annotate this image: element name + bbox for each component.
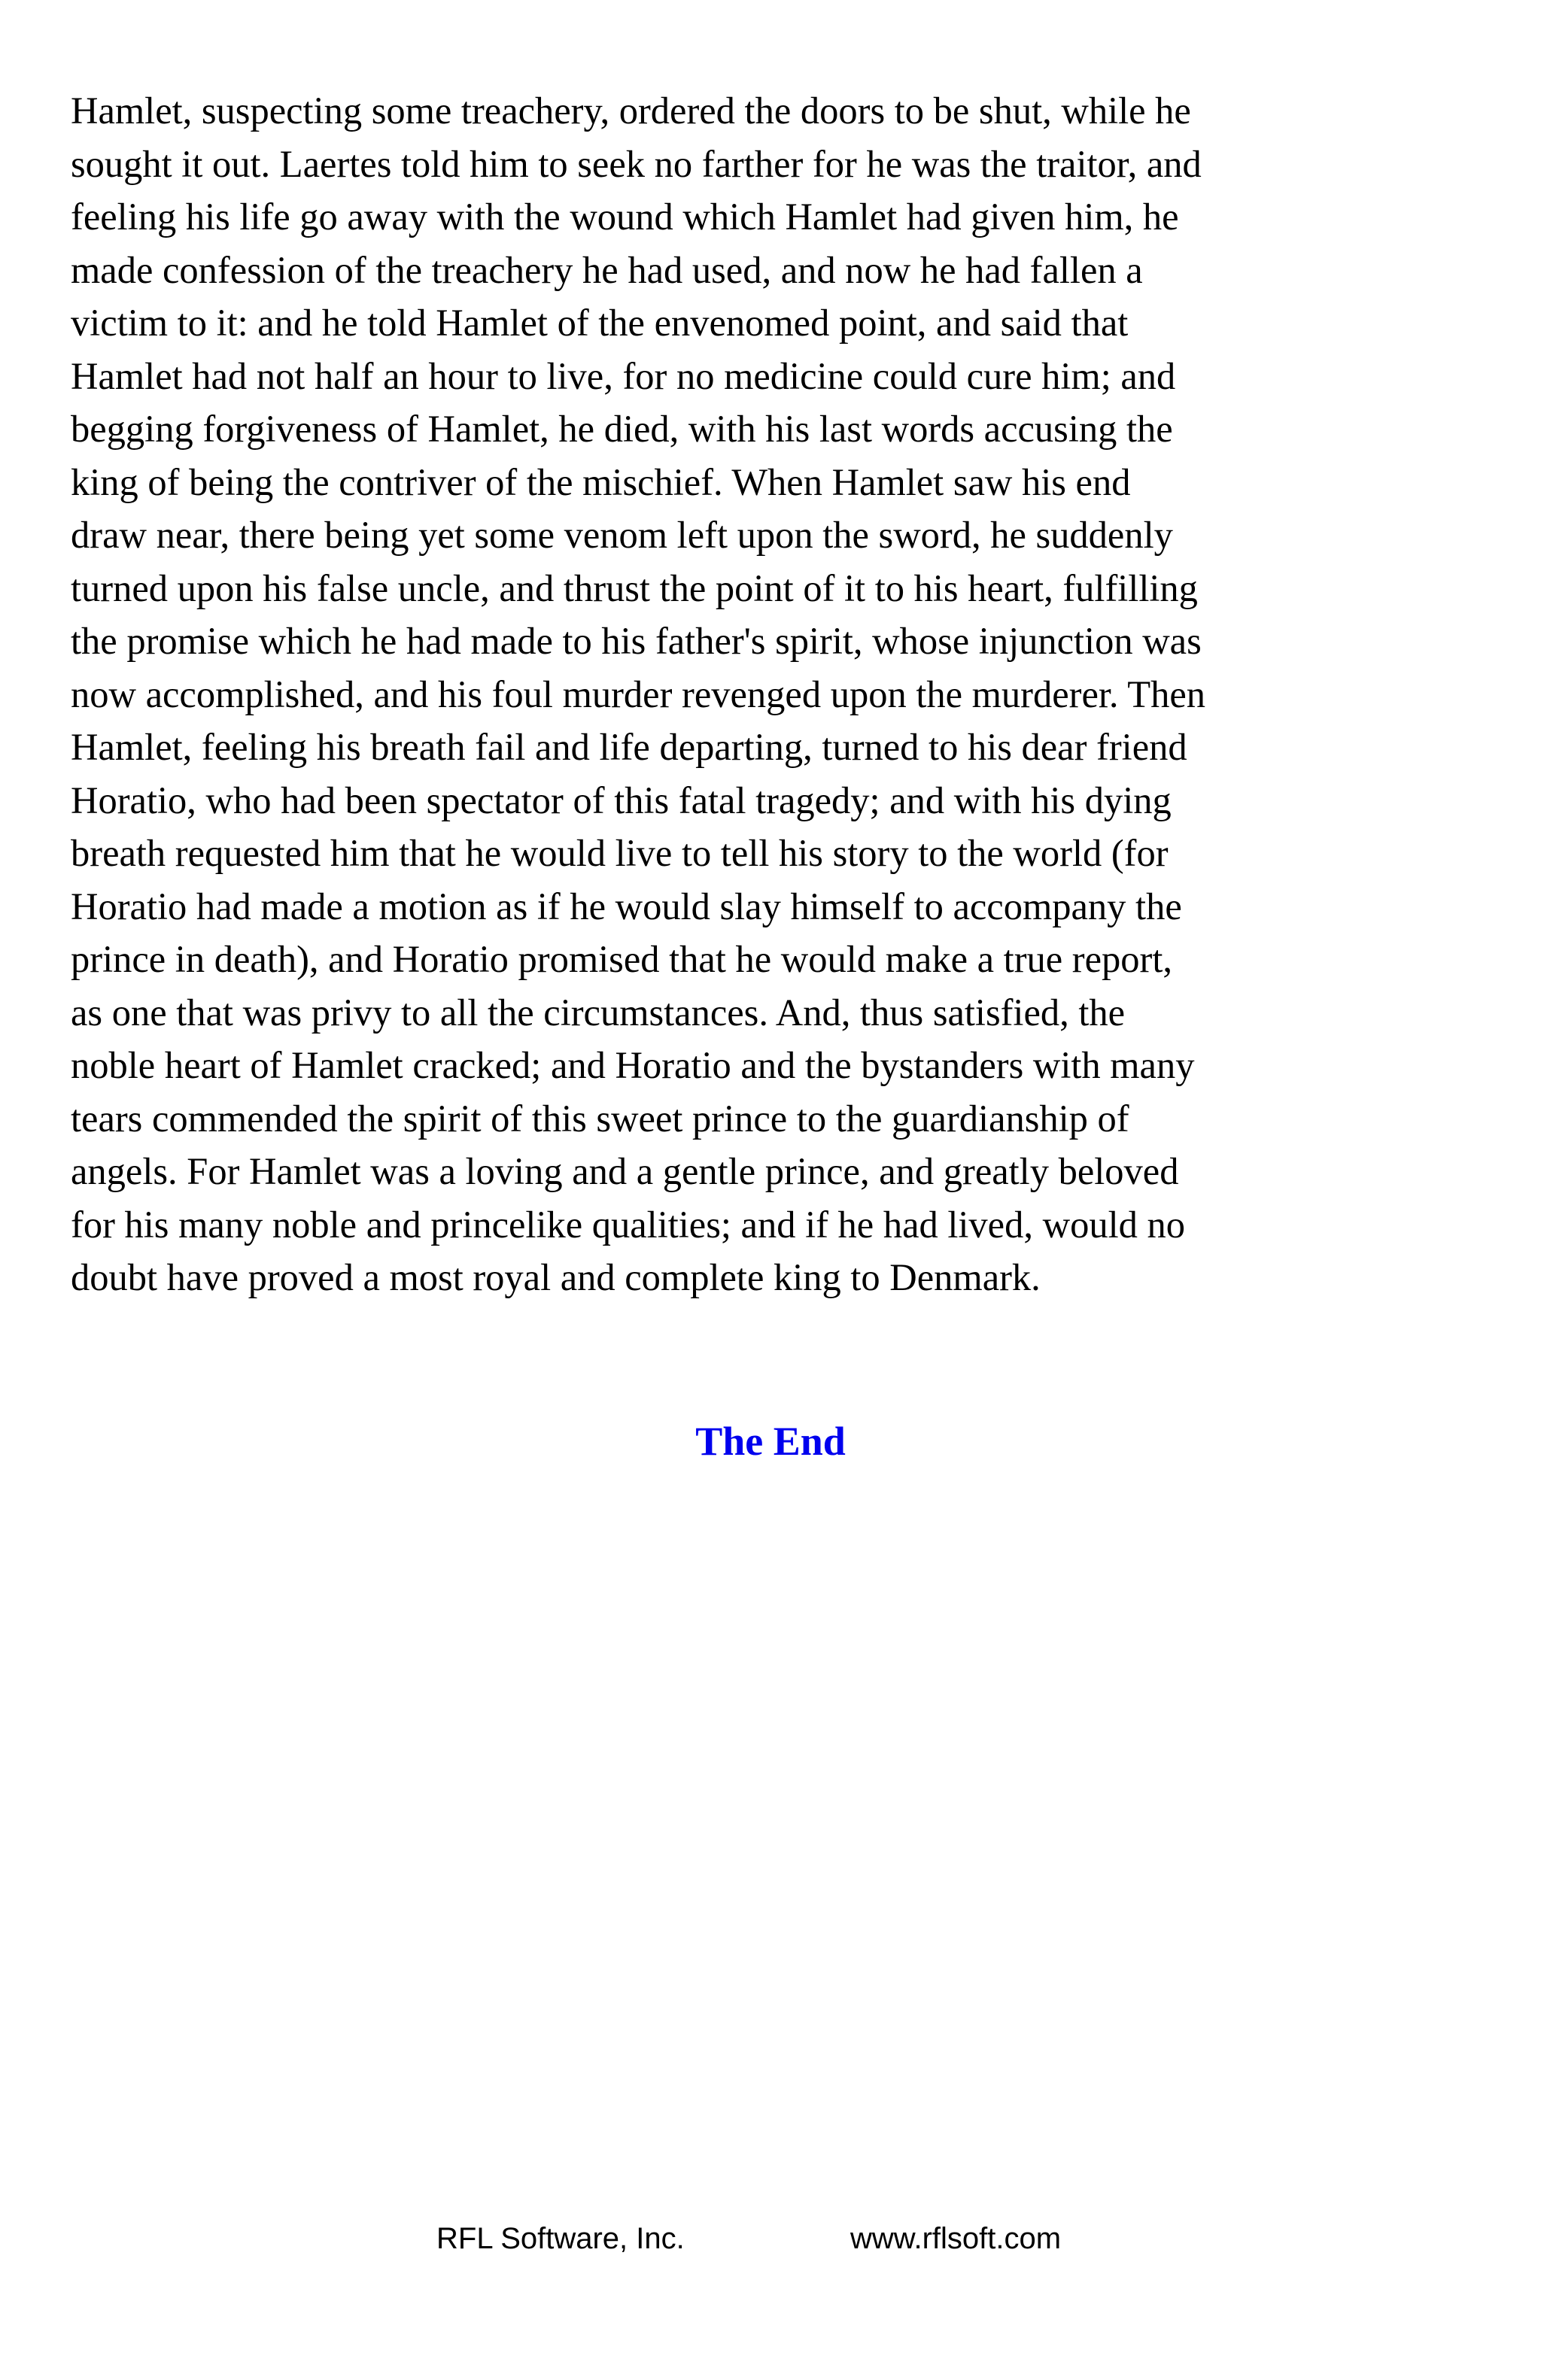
paragraph-line: begging forgiveness of Hamlet, he died, with his last words accusing the [71,408,1173,450]
paragraph-line: prince in death), and Horatio promised that he would make a true report, [71,938,1173,980]
paragraph-line: tears commended the spirit of this sweet prince to the guardianship of [71,1097,1129,1140]
paragraph-line: for his many noble and princelike qualities; and if he had lived, would no [71,1203,1185,1246]
paragraph-line: breath requested him that he would live to tell his story to the world (for [71,832,1169,874]
paragraph-line: Horatio, who had been spectator of this fatal tragedy; and with his dying [71,779,1172,821]
paragraph-line: Hamlet, suspecting some treachery, ordered the doors to be shut, while he [71,90,1191,132]
paragraph-line: angels. For Hamlet was a loving and a gentle prince, and greatly beloved [71,1150,1179,1192]
footer-website-link[interactable]: www.rflsoft.com [850,2222,1062,2255]
paragraph-line: victim to it: and he told Hamlet of the envenomed point, and said that [71,302,1129,344]
paragraph-line: as one that was privy to all the circumstances. And, thus satisfied, the [71,991,1126,1034]
paragraph-line: turned upon his false uncle, and thrust the point of it to his heart, fulfilling [71,566,1198,609]
paragraph-line: Hamlet, feeling his breath fail and life departing, turned to his dear friend [71,726,1187,768]
paragraph-line: made confession of the treachery he had used, and now he had fallen a [71,248,1143,291]
paragraph-line: doubt have proved a most royal and complete king to Denmark. [71,1256,1041,1298]
paragraph-line: draw near, there being yet some venom left upon the sword, he suddenly [71,514,1173,556]
paragraph-line: Hamlet had not half an hour to live, for no medicine could cure him; and [71,354,1176,397]
the-end-heading: The End [695,1419,846,1464]
body-paragraph [71,84,1538,1304]
paragraph-line: feeling his life go away with the wound which Hamlet had given him, he [71,196,1179,238]
paragraph-line: Horatio had made a motion as if he would slay himself to accompany the [71,885,1182,927]
paragraph-line: noble heart of Hamlet cracked; and Horatio and the bystanders with many [71,1044,1195,1086]
paragraph-line: sought it out. Laertes told him to seek no farther for he was the traitor, and [71,142,1202,185]
paragraph-line: the promise which he had made to his father's spirit, whose injunction was [71,620,1202,662]
paragraph-line: king of being the contriver of the mischief. When Hamlet saw his end [71,460,1131,503]
footer-company-name: RFL Software, Inc. [436,2222,685,2255]
paragraph-line: now accomplished, and his foul murder revenged upon the murderer. Then [71,672,1206,715]
